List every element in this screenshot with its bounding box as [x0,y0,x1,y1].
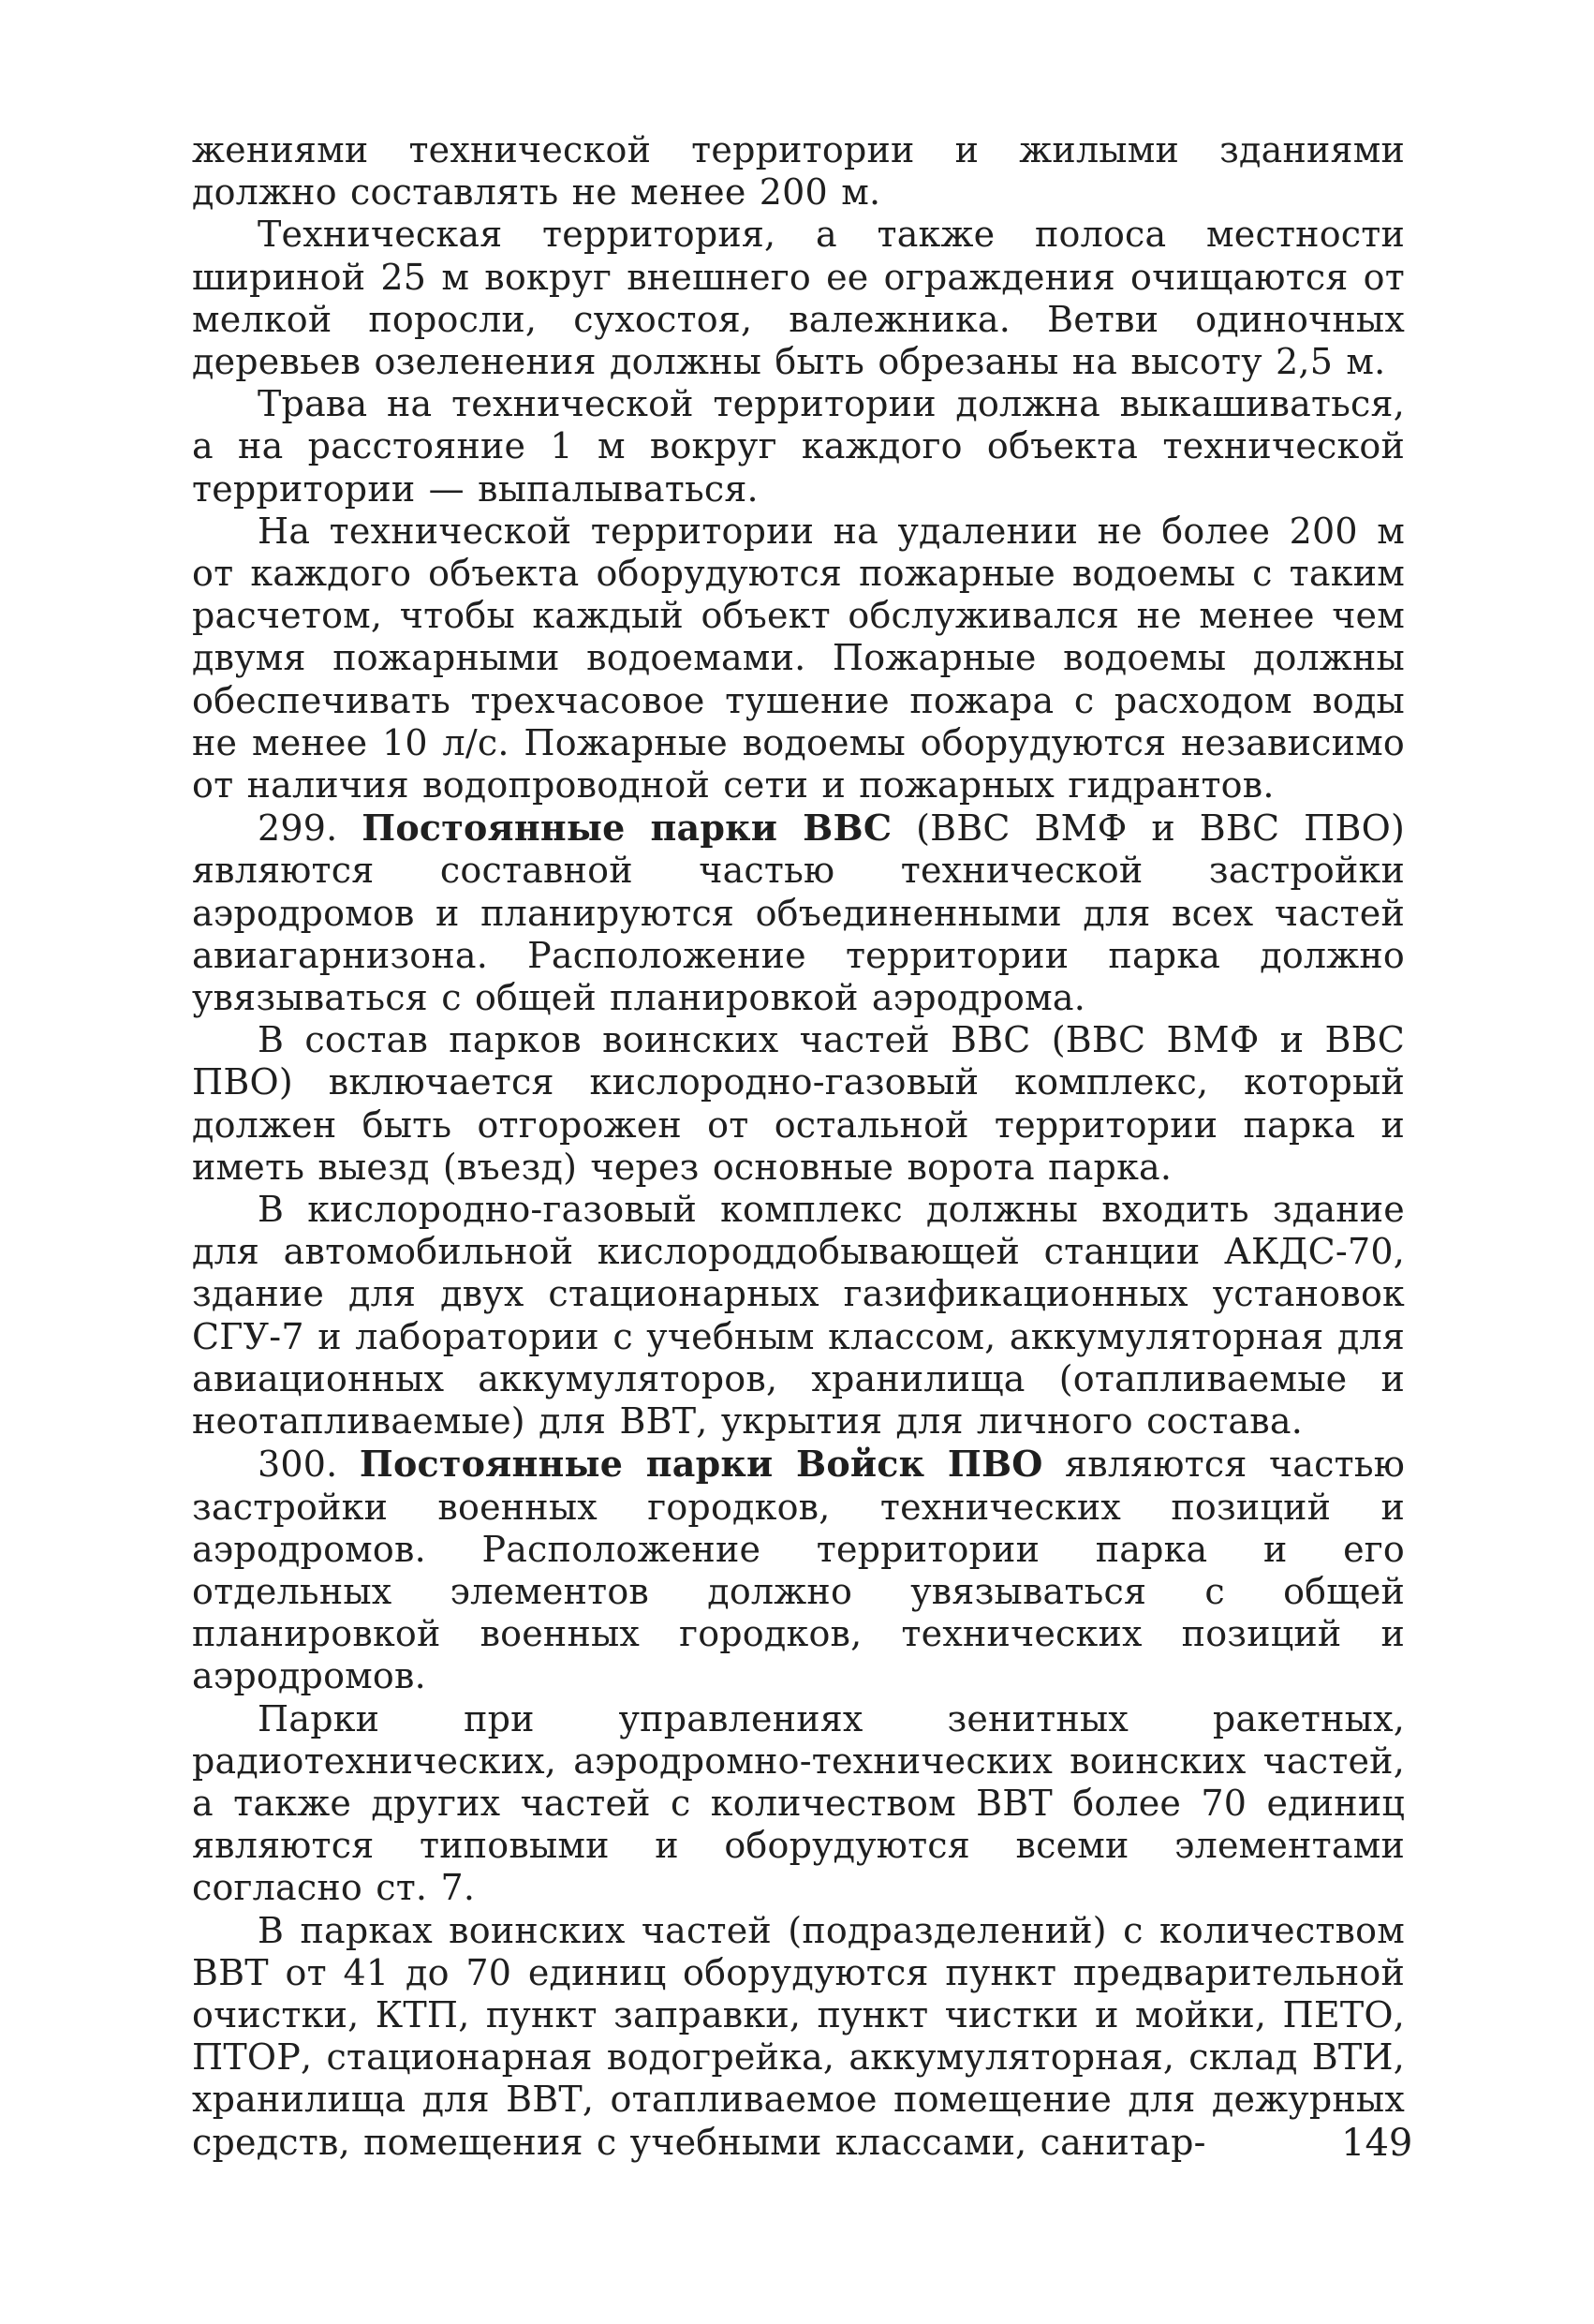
page-number: 149 [1341,2122,1413,2165]
paragraph-typical-parks: Парки при управлениях зенитных ракетных, радиотехнических, аэродромно-технических воинских частей, а также других частей с количеством ВВТ более 70 единиц являются типовыми и оборудуются всеми элементами согласно ст. 7. [192,1697,1405,1909]
article-heading: Постоянные парки ВВС [362,807,893,850]
article-text: (ВВС ВМФ и ВВС ПВО) являются составной частью технической застройки аэродромов и планируются объединенными для всех частей авиагарнизона. Расположение территории парка должно увязываться с общей планировкой аэродрома. [192,807,1406,1019]
paragraph-complex-contents: В кислородно-газовый комплекс должны входить здание для автомобильной кислороддобывающей станции АКДС-70, здание для двух стационарных газификационных установок СГУ-7 и лаборатории с учебным классом, аккумуляторная для авиационных аккумуляторов, хранилища (отапливаемые и неотапливаемые) для ВВТ, укрытия для личного состава. [192,1189,1405,1443]
paragraph-territory-clearing: Техническая территория, а также полоса местности шириной 25 м вокруг внешнего ее ограждения очищаются от мелкой поросли, сухостоя, валежника. Ветви одиночных деревьев озеленения должны быть обрезаны на высоту 2,5 м. [192,214,1405,383]
paragraph-continuation: жениями технической территории и жилыми зданиями должно составлять не менее 200 м. [192,129,1405,214]
paragraph-oxygen-gas-complex: В состав парков воинских частей ВВС (ВВС ВМФ и ВВС ПВО) включается кислородно-газовый комплекс, который должен быть отгорожен от остальной территории парка и иметь выезд (въезд) через основные ворота парка. [192,1019,1405,1188]
article-300 [192,1443,1405,1697]
paragraph-grass-mowing: Трава на технической территории должна выкашиваться, а на расстояние 1 м вокруг каждого объекта технической территории — выпалываться. [192,383,1405,510]
article-number: 300. [258,1443,338,1486]
page-body [192,129,1405,2164]
article-text: являются частью застройки военных городков, технических позиций и аэродромов. Расположение территории парка и его отдельных элементов должно увязываться с общей планировкой военных городков, технических позиций и аэродромов. [192,1443,1406,1697]
article-299 [192,807,1405,1019]
article-heading: Постоянные парки Войск ПВО [359,1443,1043,1486]
article-number: 299. [258,807,338,850]
paragraph-fire-ponds: На технической территории на удалении не более 200 м от каждого объекта оборудуются пожарные водоемы с таким расчетом, чтобы каждый объект обслуживался не менее чем двумя пожарными водоемами. Пожарные водоемы должны обеспечивать трехчасовое тушение пожара с расходом воды не менее 10 л/с. Пожарные водоемы оборудуются независимо от наличия водопроводной сети и пожарных гидрантов. [192,510,1405,807]
paragraph-parks-41-70: В парках воинских частей (подразделений) с количеством ВВТ от 41 до 70 единиц оборудуются пункт предварительной очистки, КТП, пункт заправки, пункт чистки и мойки, ПЕТО, ПТОР, стационарная водогрейка, аккумуляторная, склад ВТИ, хранилища для ВВТ, отапливаемое помещение для дежурных средств, помещения с учебными классами, санитар- [192,1909,1405,2163]
